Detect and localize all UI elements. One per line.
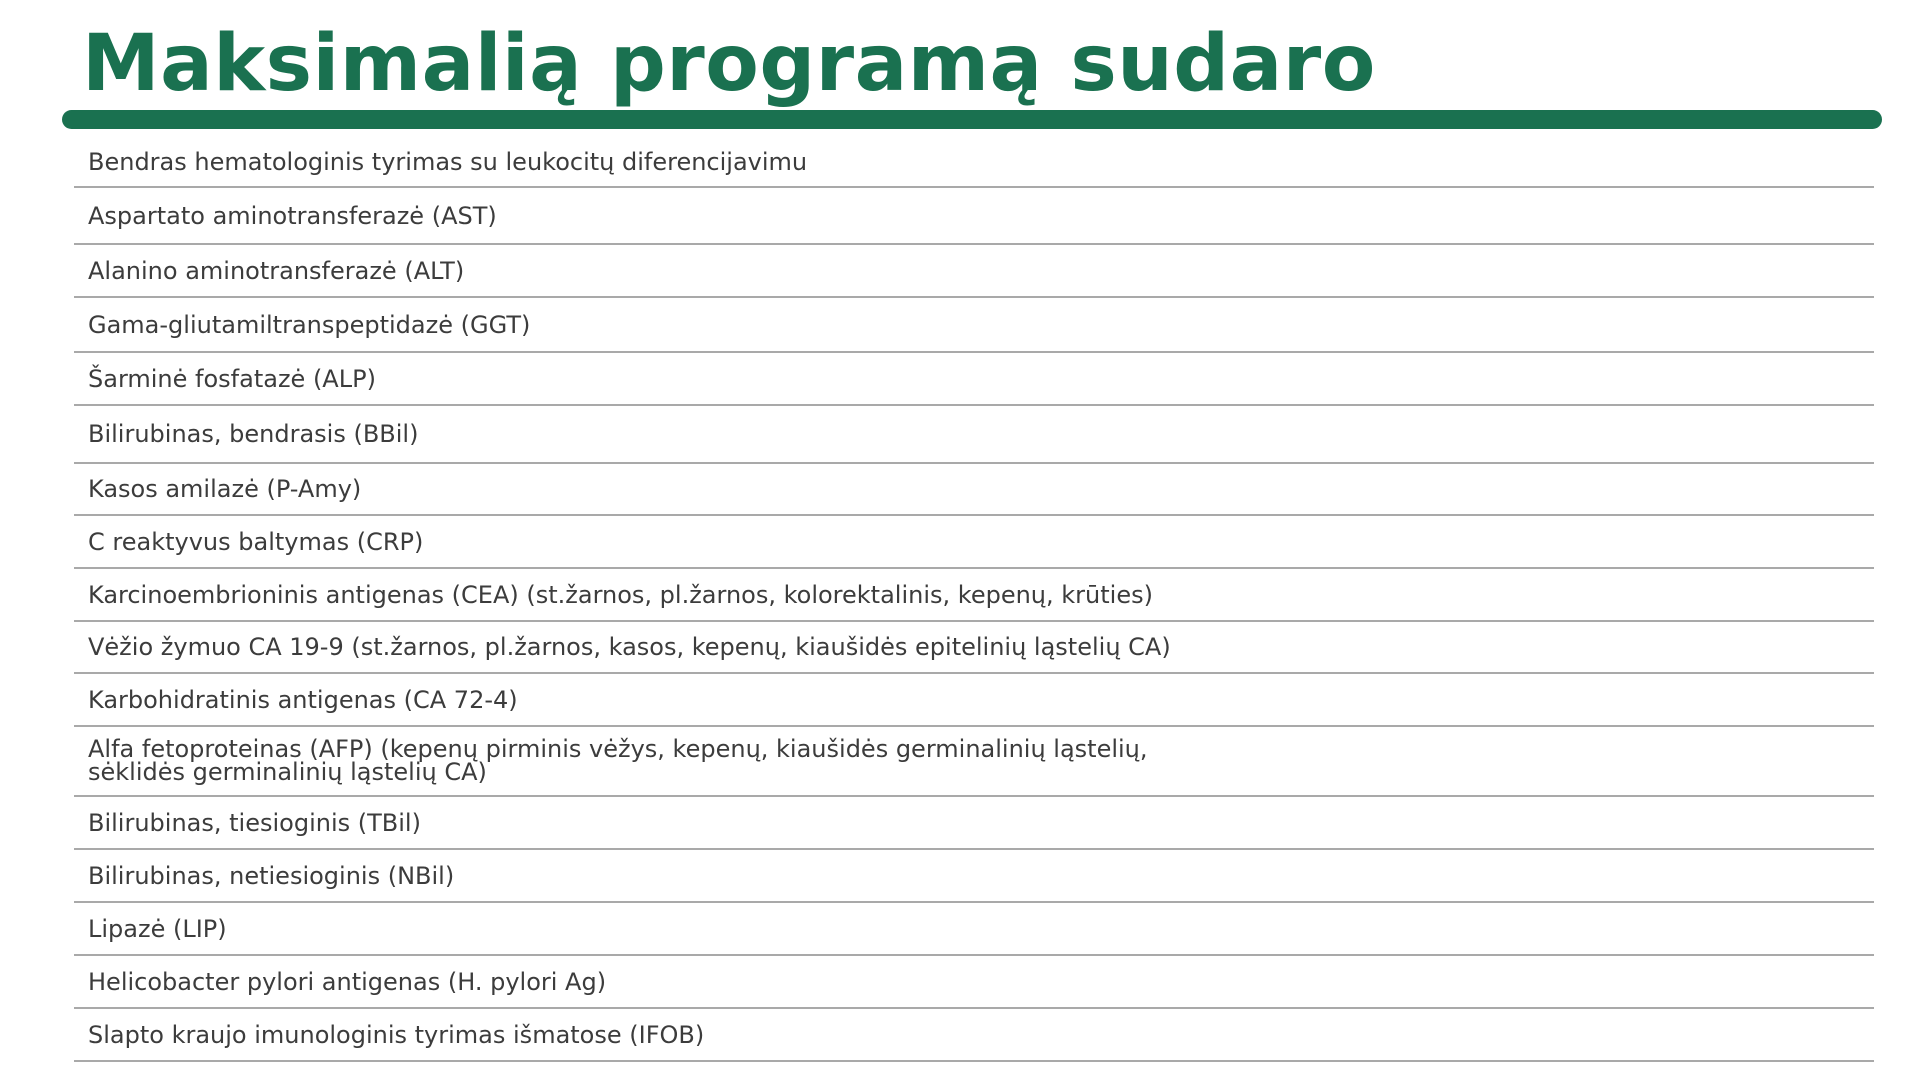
list-item bbox=[74, 406, 1874, 464]
list-item bbox=[74, 903, 1874, 956]
list-item bbox=[74, 569, 1874, 622]
list-item-text: Bilirubinas, tiesioginis (TBil) bbox=[88, 808, 421, 837]
list-item-text: Karcinoembrioninis antigenas (CEA) (st.žarnos, pl.žarnos, kolorektalinis, kepenų, krūties) bbox=[88, 580, 1153, 609]
list-item-text: C reaktyvus baltymas (CRP) bbox=[88, 527, 424, 556]
list-item-text: Gama-gliutamiltranspeptidazė (GGT) bbox=[88, 310, 531, 339]
list-item-text: Šarminė fosfatazė (ALP) bbox=[88, 364, 376, 393]
list-item bbox=[74, 245, 1874, 298]
list-item-text: Karbohidratinis antigenas (CA 72-4) bbox=[88, 685, 518, 714]
list-item-text: Aspartato aminotransferazė (AST) bbox=[88, 201, 497, 230]
list-item bbox=[74, 516, 1874, 569]
list-item-text: Vėžio žymuo CA 19-9 (st.žarnos, pl.žarnos, kasos, kepenų, kiaušidės epitelinių ląstelių CA) bbox=[88, 633, 1171, 661]
page-title: Maksimalią programą sudaro bbox=[82, 19, 1376, 109]
list-item-text: Bilirubinas, netiesioginis (NBil) bbox=[88, 861, 455, 890]
list-item bbox=[74, 622, 1874, 674]
list-item bbox=[74, 353, 1874, 406]
list-item bbox=[74, 674, 1874, 727]
list-item bbox=[74, 956, 1874, 1009]
list-item bbox=[74, 850, 1874, 903]
list-item-text: Alanino aminotransferazė (ALT) bbox=[88, 256, 465, 285]
list-item-text: Kasos amilazė (P-Amy) bbox=[88, 475, 362, 503]
list-item bbox=[74, 137, 1874, 188]
list-item bbox=[74, 727, 1874, 797]
list-item-text: Alfa fetoproteinas (AFP) (kepenų pirminis vėžys, kepenų, kiaušidės germinalinių ląstelių, sėklidės germinalinių ląstelių CA) bbox=[88, 735, 1148, 786]
list-item-text: Helicobacter pylori antigenas (H. pylori Ag) bbox=[88, 967, 607, 996]
list-item bbox=[74, 797, 1874, 850]
list-item-text: Slapto kraujo imunologinis tyrimas išmatose (IFOB) bbox=[88, 1020, 705, 1049]
list-item bbox=[74, 1009, 1874, 1062]
list-item-text: Lipazė (LIP) bbox=[88, 914, 227, 943]
list-item bbox=[74, 188, 1874, 245]
list-item bbox=[74, 298, 1874, 353]
list-item-text: Bilirubinas, bendrasis (BBil) bbox=[88, 420, 419, 448]
title-underline-bar bbox=[62, 110, 1882, 129]
test-list bbox=[74, 137, 1874, 1062]
list-item-text: Bendras hematologinis tyrimas su leukocitų diferencijavimu bbox=[88, 147, 808, 176]
list-item bbox=[74, 464, 1874, 516]
